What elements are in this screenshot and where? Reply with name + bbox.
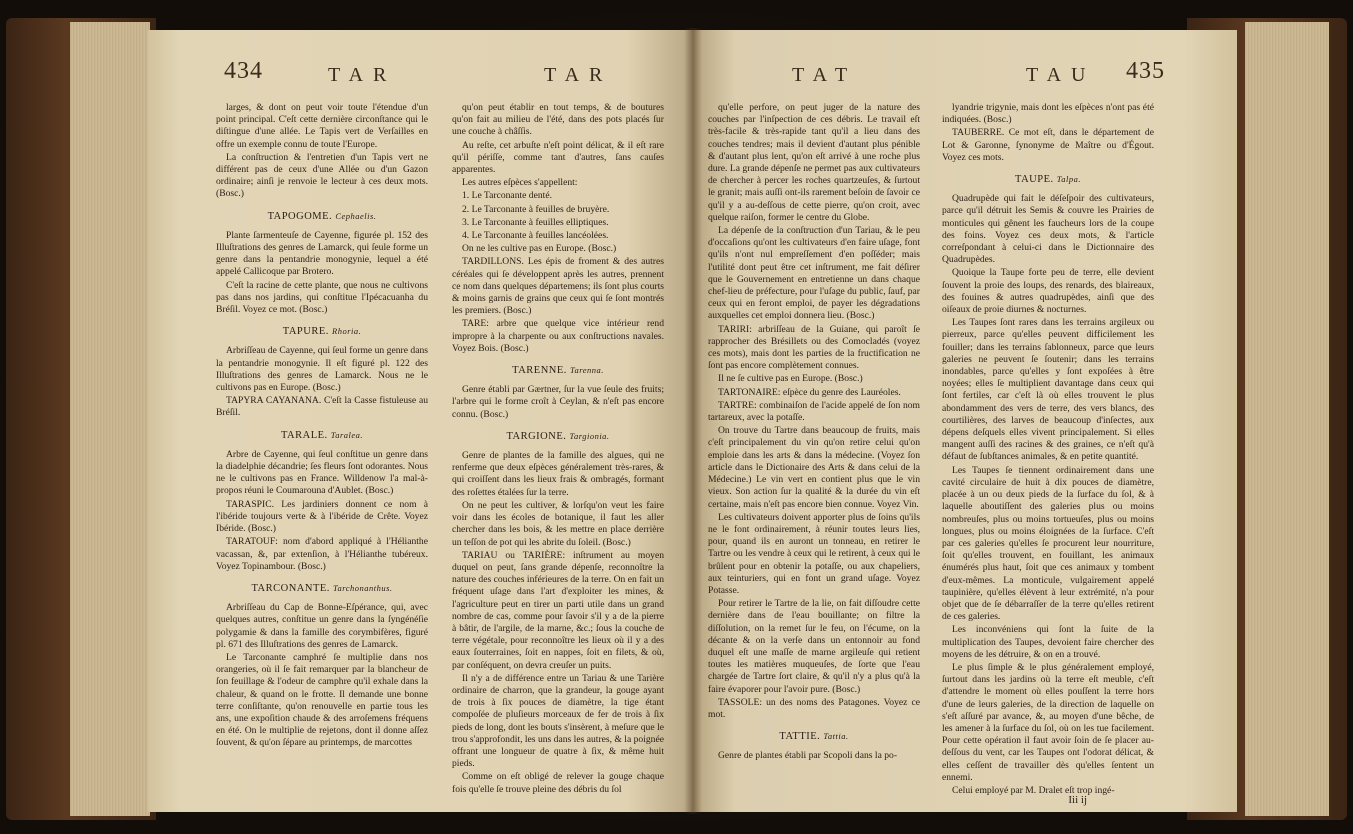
paragraph: qu'on peut établir en tout temps, & de boutures qu'on fait au milieu de l'été, dans des pots placés ſur une couche à châſſis.	[452, 102, 664, 138]
entry-title: TAPURE.	[282, 326, 329, 338]
paragraph: On ne peut les cultiver, & lorſqu'on veut les faire voir dans les écoles de botanique, il faut les aller chercher dans les bois, & les mettre en place derrière un teſſon de pot qui les abrite du ſoleil. (Bosc.)	[452, 499, 664, 548]
entry-heading	[216, 325, 428, 338]
entry-latin: Tarenna.	[570, 365, 604, 376]
entry-latin: Cephaelis.	[335, 210, 377, 221]
right-column-2	[942, 102, 1154, 798]
page-edges-left	[70, 22, 150, 816]
entry-latin: Tarchonanthus.	[333, 582, 393, 593]
running-head-left-col2: TAR	[544, 64, 613, 86]
entry-heading	[216, 429, 428, 442]
entry-latin: Targionia.	[569, 430, 610, 441]
paragraph: La conſtruction & l'entretien d'un Tapis vert ne différent pas de ceux d'une Allée ou d'un Gazon ordinaire; ainſi je renvoie le lecteur à ces deux mots. (Bosc.)	[216, 151, 428, 200]
right-page-header	[692, 58, 1237, 94]
paragraph: TARIRI: arbriſſeau de la Guiane, qui paroît ſe rapprocher des Brésillets ou des Comocladés (voyez ces mots), mais dont les parties de la fructification ne ſont pas encore complètement connues.	[708, 323, 920, 372]
list-item: 3. Le Tarconante à feuilles elliptiques.	[462, 216, 609, 228]
paragraph: Les Taupes ſont rares dans les terrains argileux ou pierreux, parce qu'elles peuvent difficilement les fouiller; dans les terrains ſablonneux, parce que leurs galeries ne peuvent ſe ſoutenir; dans les terrains inondables, parce qu'elles y ſont expoſées à être noyées; elles ſe multiplient davantage dans ceux qui ſont fertiles, car c'eſt là où elles trouvent le plus abondamment des vers de terre, des vers blancs, des courtilières, des larves de beaucoup d'inſectes, aux dépens deſquels elles vivent principalement. Si elles mangent auſſi des racines & des graines, ce n'eſt qu'à défaut de ſubſtances animales, & en petite quantité.	[942, 317, 1154, 463]
paragraph: TAPYRA CAYANANA. C'eſt la Casse fistuleuse au Bréſil.	[216, 395, 428, 419]
paragraph: TAUBERRE. Ce mot eſt, dans le département de Lot & Garonne, ſynonyme de Maître ou d'Égout. Voyez ces mots.	[942, 127, 1154, 163]
entry-title: TAPOGOME.	[267, 210, 333, 222]
right-page	[692, 30, 1237, 812]
paragraph: TARDILLONS. Les épis de froment & des autres céréales qui ſe développent après les autres, prennent ce nom dans quelques départemens; ils ſont plus courts & moins garnis de grains que ceux qui ſe ſont montrés les premiers. (Bosc.)	[452, 256, 664, 317]
paragraph: Le plus ſimple & le plus généralement employé, ſurtout dans les jardins où la terre eſt meuble, c'eſt d'attendre le moment où elles pouſſent la terre hors d'une de leurs galeries, de la direction de laquelle on s'eſt aſſuré par avance, &, au moyen d'une bêche, de les amener à la ſurface du ſol, où on les tue facilement. Pour cette opération il faut avoir ſoin de ſe placer au-deſſous du vent, car les Taupes ont l'odorat délicat, & elles ceſſent de travailler dès qu'elles ſentent un ennemi.	[942, 661, 1154, 783]
running-head-right-col2: TAU	[1026, 64, 1096, 86]
running-head-right-col1: TAT	[792, 64, 858, 86]
paragraph: Genre de plantes de la famille des algues, qui ne renferme que deux eſpèces généralement très-rares, & qui croiſſent dans les lieux frais & ombragés, formant des roſettes étalées ſur la terre.	[452, 450, 664, 498]
running-head-left-col1: TAR	[328, 64, 397, 86]
left-page	[148, 30, 692, 812]
left-page-header	[148, 58, 692, 94]
paragraph: TASSOLE: un des noms des Patagones. Voyez ce mot.	[708, 696, 920, 720]
page-number-right: 435	[1126, 58, 1165, 84]
entry-latin: Talpa.	[1056, 174, 1081, 185]
paragraph: Genre établi par Gærtner, ſur la vue ſeule des fruits; l'arbre qui le forme croît à Ceylan, & n'eſt pas encore connu. (Bosc.)	[452, 384, 664, 420]
entry-heading	[216, 582, 428, 595]
paragraph: TARE: arbre que quelque vice intérieur rend impropre à la charpente ou aux conſtructions navales. Voyez Bois. (Bosc.)	[452, 318, 664, 354]
paragraph: Quoique la Taupe forte peu de terre, elle devient ſouvent la proie des loups, des renards, des blaireaux, des fouines & autres quadrupèdes, ainſi que des oiſeaux de proie diurnes & nocturnes.	[942, 267, 1154, 316]
paragraph: TARASPIC. Les jardiniers donnent ce nom à l'ibéride toujours verte & à l'ibéride de Crête. Voyez Ibéride. (Bosc.)	[216, 498, 428, 535]
list-item: 2. Le Tarconante à feuilles de bruyère.	[462, 203, 610, 215]
paragraph: Celui employé par M. Dralet eſt trop ingé-	[952, 784, 1115, 796]
paragraph: La dépenſe de la conſtruction d'un Tariau, & le peu d'occaſions qu'ont les cultivateurs d'en faire uſage, font qu'ils n'ont nul empreſſement d'en poſſéder; mais l'utilité dont peut être cet inſtrument, me fait déſirer que le Gouvernement en entretienne un dans chaque chef-lieu de préfecture, pour l'uſage du public, ſauf, par ceux qui en feront emploi, de payer les dégradations auxquelles cet emploi donnera lieu. (Bosc.)	[708, 225, 920, 322]
paragraph: Pour retirer le Tartre de la lie, on fait diſſoudre cette dernière dans de l'eau bouillante; on filtre la diſſolution, on la remet ſur le feu, on l'écume, on la décante & on la verſe dans un entonnoir au fond duquel eſt une maſſe de marne argileuſe qui retient toutes les matières muqueuſes, de ſorte que l'eau chargée de Tartre ſort claire, & qu'il n'y a plus qu'à la faire évaporer pour l'avoir pure. (Bosc.)	[708, 598, 920, 695]
entry-title: TATTIE.	[779, 731, 821, 743]
entry-latin: Tattia.	[823, 731, 849, 742]
paragraph: Quadrupède qui fait le déſeſpoir des cultivateurs, parce qu'il détruit les Semis & couvre les Prairies de monticules qui gênent les faucheurs lors de la coupe des foins. Voyez ces deux mots, & l'article correſpondant à celui-ci dans le Dictionnaire des Quadrupèdes.	[942, 193, 1154, 266]
page-edges-right	[1245, 22, 1329, 816]
paragraph: TARIAU ou TARIÈRE: inſtrument au moyen duquel on peut, ſans grande dépenſe, reconnoître la nature des couches inférieures de la terre. On en fait un fréquent uſage dans l'art d'exploiter les mines, & l'agriculture peut en tirer un parti utile dans un grand nombre de cas, comme pour ſavoir s'il y a de la pierre à bâtir, de l'argile, de la marne, &c.; ſous la couche de terre végétale, pour reconnoître les lieux où il y a des eaux ſouterraines, ſoit en nappes, ſoit en filets, & où, par conſéquent, on devra creuſer un puits.	[452, 549, 664, 671]
signature-mark: Iii ij	[1068, 794, 1087, 806]
paragraph: Au reſte, cet arbuſte n'eſt point délicat, & il eſt rare qu'il périſſe, comme tant d'autres, ſans cauſes apparentes.	[452, 139, 664, 176]
paragraph: Les inconvéniens qui ſont la ſuite de la multiplication des Taupes, devoient faire chercher des moyens de les détruire, & on en a trouvé.	[942, 624, 1154, 660]
entry-title: TARGIONE.	[506, 430, 567, 442]
paragraph: On trouve du Tartre dans beaucoup de fruits, mais c'eſt principalement du vin qu'on retire celui qu'on emploie dans les arts & dans la médecine. (Voyez ſon article dans le Dictionaire des Arts & dans celui de la Médecine.) Le vin vert en contient plus que le vin vieux. Son action ſur la qualité & la durée du vin eſt certaine, mais n'eſt pas encore bien connue. Voyez Vin.	[708, 425, 920, 510]
paragraph: Genre de plantes établi par Scopoli dans la po-	[718, 750, 898, 762]
left-column-1	[216, 102, 428, 798]
entry-latin: Taralea.	[330, 429, 364, 440]
paragraph: qu'elle perfore, on peut juger de la nature des couches par l'inſpection de ces débris. Le travail eſt très-facile & très-rapide tant qu'il a lieu dans des couches tendres; mais il devient d'autant plus pénible & d'autant plus lent, qu'on eſt arrivé à une roche plus dure. La grande dépenſe ne permet pas aux cultivateurs de chercher à percer les roches quartzeuſes, & ſurtout le granit; mais auſſi ont-ils rarement beſoin de ſavoir ce qu'il y a au-deſſous de cette pierre, qu'on croit, avec quelque raiſon, former le centre du Globe.	[708, 102, 920, 223]
entry-heading	[942, 173, 1154, 186]
paragraph: On ne les cultive pas en Europe. (Bosc.)	[462, 243, 617, 255]
entry-heading	[708, 730, 920, 743]
paragraph: larges, & dont on peut voir toute l'étendue d'un point principal. C'eſt cette dernière circonſtance qui le diſtingue d'une allée. Le Tapis vert de Verſailles en offre un exemple connu de toute l'Europe.	[216, 102, 428, 150]
entry-title: TARALE.	[280, 429, 328, 441]
entry-title: TARENNE.	[512, 365, 567, 377]
paragraph: lyandrie trigynie, mais dont les eſpèces n'ont pas été indiquées. (Bosc.)	[942, 102, 1154, 126]
left-column-2	[452, 102, 664, 798]
entry-latin: Rhoria.	[332, 326, 362, 337]
paragraph: Les Taupes ſe tiennent ordinairement dans une cavité circulaire de huit à dix pouces de diamètre, placée à un ou deux pieds de la ſurface du ſol, & à laquelle aboutiſſent des galeries plus ou moins nombreuſes, plus ou moins tortueuſes, plus ou moins longues, plus ou moins éloignées de la ſurface. C'eſt par ces galeries qu'elles ſe procurent leur nourriture, ſoit qu'elles trouvent, en fouillant, les animaux énumérés plus haut, ſoit que ces animaux y tombent d'eux-mêmes. La monticule, vulgairement appelé taupinière, qu'elles élèvent à leur extrémité, n'a pour objet que de ſe débarraſſer de la terre qu'elles retirent de ces galeries.	[942, 464, 1154, 623]
page-number-left: 434	[224, 58, 263, 84]
paragraph: Il n'y a de différence entre un Tariau & une Tarière ordinaire de charron, que la grandeur, la gouge ayant de trois à ſix pouces de diamètre, la tige étant compoſée de pluſieurs morceaux de fer de trois à ſix pieds de long, dont les bouts s'insèrent, à meſure que le trou s'approfondit, les uns dans les autres, & la poignée offrant une longueur de quatre à ſix, & même huit pieds.	[452, 672, 664, 770]
paragraph: Le Tarconante camphré ſe multiplie dans nos orangeries, où il ſe fait remarquer par la blancheur de ſon feuillage & l'odeur de camphre qu'il exhale dans la chaleur, & quand on le frotte. Il demande une bonne terre conſiſtante, qu'on renouvelle en partie tous les ans, une expoſition chaude & des arroſemens fréquens en été. On le multiplie de rejetons, dont il donne aſſez ſouvent, & qu'on ſépare au printemps, de marcottes	[216, 651, 428, 749]
entry-heading	[452, 430, 664, 443]
entry-heading	[452, 364, 664, 377]
paragraph: Arbriſſeau de Cayenne, qui ſeul forme un genre dans la pentandrie monogynie. Il eſt figuré pl. 122 des Illuſtrations des genres de Lamarck. Nous ne le cultivons pas en Europe. (Bosc.)	[216, 345, 428, 394]
list-item: 4. Le Tarconante à feuilles lancéolées.	[462, 230, 609, 242]
paragraph: TARTRE: combinaiſon de l'acide appelé de ſon nom tartareux, avec la potaſſe.	[708, 399, 920, 424]
paragraph: TARATOUF: nom d'abord appliqué à l'Hélianthe vacassan, &, par extenſion, à l'Hélianthe tubéreux. Voyez Topinambour. (Bosc.)	[216, 536, 428, 572]
entry-title: TARCONANTE.	[251, 582, 330, 594]
list-item: 1. Le Tarconante denté.	[462, 190, 552, 202]
paragraph: C'eſt la racine de cette plante, que nous ne cultivons pas dans nos jardins, qui conſtitue l'Ipécacuanha du Bréſil. Voyez ce mot. (Bosc.)	[216, 279, 428, 316]
paragraph: TARTONAIRE: eſpèce du genre des Lauréoles.	[718, 386, 901, 398]
entry-heading	[216, 210, 428, 223]
book-gutter	[684, 28, 702, 814]
right-column-1	[708, 102, 920, 798]
paragraph: Arbriſſeau du Cap de Bonne-Eſpérance, qui, avec quelques autres, conſtitue un genre dans la ſyngénéſie polygamie & dans la famille des corymbifères, figuré pl. 671 des Illuſtrations des genres de Lamarck.	[216, 602, 428, 650]
paragraph: Il ne ſe cultive pas en Europe. (Bosc.)	[718, 373, 863, 385]
paragraph: Plante ſarmenteuſe de Cayenne, figurée pl. 152 des Illuſtrations des genres de Lamarck, qui ſeule forme un genre dans la pentandrie monogynie, lequel a été appelé Callicoque par Brotero.	[216, 229, 428, 278]
paragraph: Les cultivateurs doivent apporter plus de ſoins qu'ils ne le font ordinairement, à réunir toutes leurs lies, pour, quand ils en auront un tonneau, en retirer le Tartre ou les vendre à ceux qui le retirent, à ceux qui le brûlent pour en obtenir la potaſſe, ou aux chapeliers, aux teinturiers, qui en font un grand uſage. Voyez Potasse.	[708, 511, 920, 596]
paragraph: Les autres eſpèces s'appellent:	[462, 177, 578, 189]
paragraph: Arbre de Cayenne, qui ſeul conſtitue un genre dans la diadelphie décandrie; ſes fleurs ſont odorantes. Nous ne le cultivons pas en France. Willdenow l'a mal-à-propos réuni le Coumarouna d'Aublet. (Bosc.)	[216, 448, 428, 497]
paragraph: Comme on eſt obligé de relever la gouge chaque fois qu'elle ſe trouve pleine des débris du ſol	[452, 771, 664, 795]
entry-title: TAUPE.	[1015, 174, 1054, 186]
